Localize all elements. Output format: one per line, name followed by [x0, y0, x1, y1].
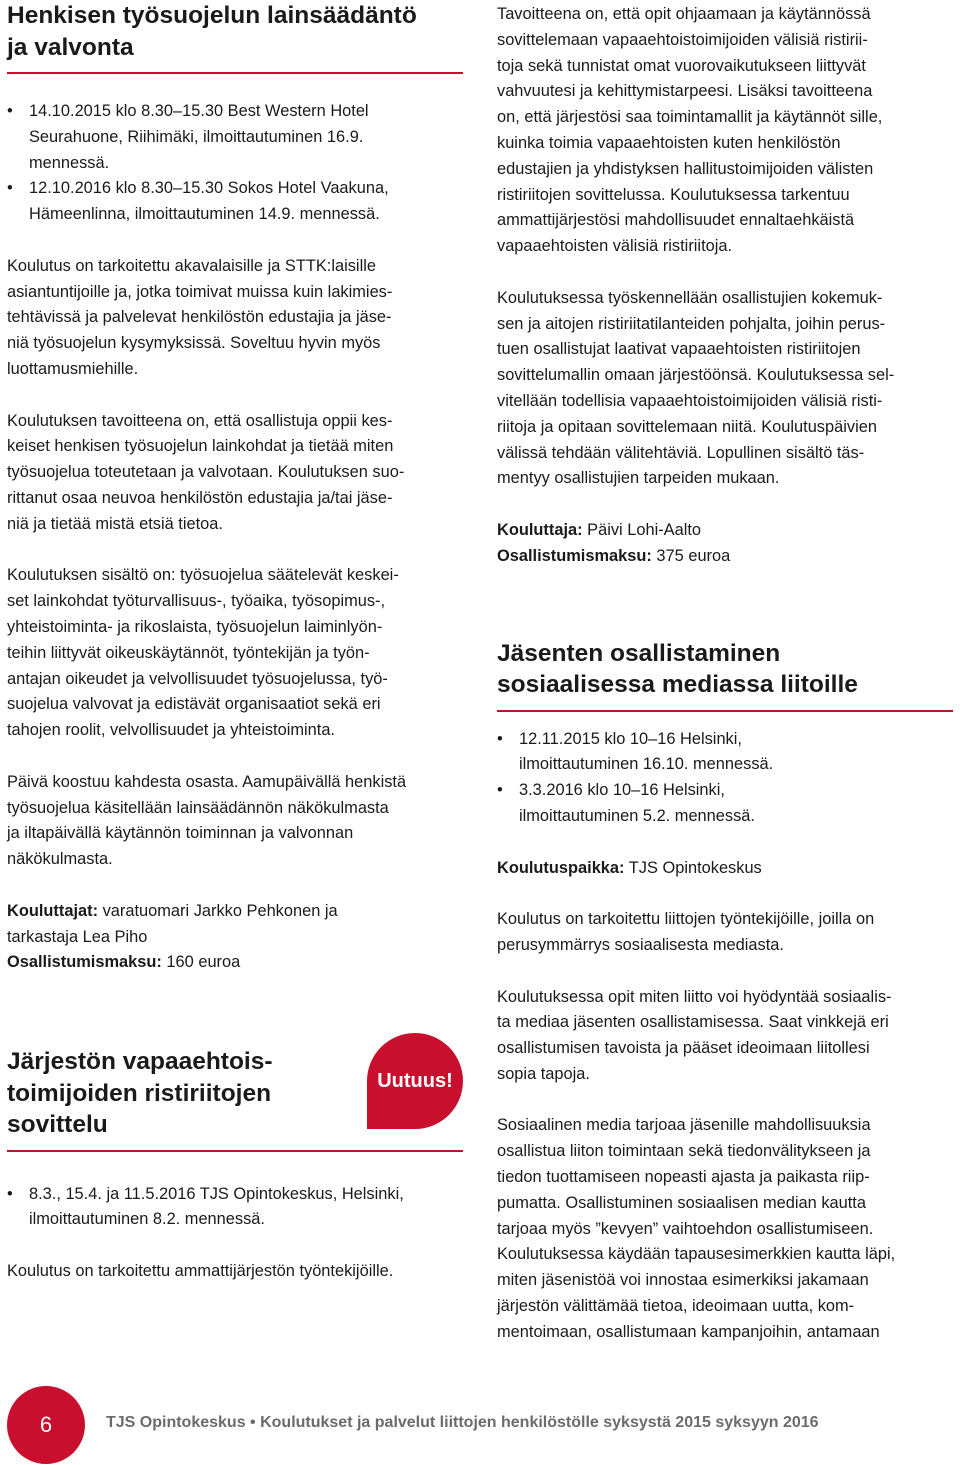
- list-item: • 14.10.2015 klo 8.30–15.30 Best Western Hotel Seurahuone, Riihimäki, ilmoittautuminen 16.9. mennessä.: [7, 99, 462, 176]
- body-paragraph: Koulutuksen sisältö on: työsuojelua säätelevät keskei- set lainkohdat työturvallisuus-, työaika, työsopimus-, yhteistoiminta- ja rikoslaista, työsuojelun laiminlyön- teihin liittyvät oikeuskäytännöt, työntekijän ja työn- antajan oikeudet ja velvollisuudet työsuojelussa, työ- suojelua valvovat ja edistävät organisaatiot sekä eri tahojen roolit, velvollisuudet ja yhteistoiminta.: [7, 566, 399, 740]
- list-item: • 12.11.2015 klo 10–16 Helsinki, ilmoittautuminen 16.10. mennessä.: [497, 727, 953, 779]
- body-paragraph: Koulutuksen tavoitteena on, että osallistuja oppii kes- keiset henkisen työsuojelun lainkohdat ja tietää miten työsuojelua toteutetaan ja valvotaan. Koulutuksen suo- rittanut osaa neuvoa henkilöstön edustajia ja/tai jäse- niä ja tietää mistä etsiä tietoa.: [7, 411, 405, 533]
- body-paragraph: Koulutuksessa opit miten liitto voi hyödyntää sosiaalis- ta mediaa jäsenten osallistamisessa. Saat vinkkejä eri osallistumisen tavoista ja pääset ideoimaan liitollesi sopia tapoja.: [497, 987, 892, 1083]
- trainers-info: Kouluttajat: varatuomari Jarkko Pehkonen ja tarkastaja Lea Piho Osallistumismaksu: 160 euroa: [7, 901, 338, 972]
- body-paragraph: Päivä koostuu kahdesta osasta. Aamupäivällä henkistä työsuojelua käsitellään lainsäädännön näkökulmasta ja iltapäivällä käytännön toiminnan ja valvonnan näkökulmasta.: [7, 772, 407, 869]
- body-paragraph: Koulutuksessa työskennellään osallistujien kokemuk- sen ja aitojen ristiriitatilanteiden pohjalta, joihin perus- tuen osallistujat laativat vapaaehtoisten ristiriitojen sovittelumallin omaan järjestöönsä. Koulutuksessa sel- vitellään todellisia vapaaehtoistoimijoiden välisiä risti- riitoja ja opitaan sovittelemaan niitä. Koulutuspäivien välissä tehdään välitehtäviä. Lopullinen sisältö täs- mentyy osallistujien tarpeiden mukaan.: [497, 288, 895, 488]
- trainer-info: Kouluttaja: Päivi Lohi-Aalto Osallistumismaksu: 375 euroa: [497, 520, 731, 565]
- list-item: • 8.3., 15.4. ja 11.5.2016 TJS Opintokeskus, Helsinki, ilmoittautuminen 8.2. mennessä.: [7, 1182, 462, 1234]
- date-list: [497, 727, 953, 830]
- page-number: 6: [7, 1386, 85, 1464]
- new-badge: Uutuus!: [367, 1033, 463, 1129]
- date-list: [7, 1182, 462, 1234]
- body-paragraph: Sosiaalinen media tarjoaa jäsenille mahdollisuuksia osallistua liiton toimintaan sekä tiedonvälitykseen ja tiedon tuottamiseen nopeasti ajasta ja paikasta riip- pumatta. Osallistuminen sosiaalisen median kautta tarjoaa myös ”kevyen” vaihtoehdon osallistumiseen. Koulutuksessa käydään tapausesimerkkien kautta läpi, miten jäsenistöä voi innostaa esimerkiksi jakamaan järjestön välittämää tietoa, ideoimaan uutta, kom- mentoimaan, osallistumaan kampanjoihin, antamaan: [497, 1116, 896, 1341]
- list-item: • 12.10.2016 klo 8.30–15.30 Sokos Hotel Vaakuna, Hämeenlinna, ilmoittautuminen 14.9. mennessä.: [7, 176, 462, 228]
- body-paragraph: Koulutus on tarkoitettu akavalaisille ja STTK:laisille asiantuntijoille ja, jotka toimivat muissa kuin lakimies- tehtävissä ja palvelevat henkilöstön edustajia ja jäse- niä työsuojelun kysymyksissä. Soveltuu hyvin myös luottamusmiehille.: [7, 256, 393, 378]
- body-paragraph: Koulutus on tarkoitettu liittojen työntekijöille, joilla on perusymmärrys sosiaalisesta mediasta.: [497, 910, 875, 954]
- target-group: Koulutus on tarkoitettu ammattijärjestön työntekijöille.: [7, 1261, 394, 1280]
- right-column: [497, 0, 953, 1346]
- date-list: [7, 99, 462, 228]
- list-item: • 3.3.2016 klo 10–16 Helsinki, ilmoittautuminen 5.2. mennessä.: [497, 778, 953, 830]
- body-paragraph: Tavoitteena on, että opit ohjaamaan ja käytännössä sovittelemaan vapaaehtoistoimijoiden välisiä ristirii- toja sekä tunnistat omat vuorovaikutukseen liittyvät vahvuutesi ja kehittymistarpeesi. Lisäksi tavoitteena on, että järjestösi saa toimintamallit ja käytännöt sille, kuinka toimia vapaaehtoisten kuten henkilöstön edustajien ja yhdistyksen hallitustoimijoiden välisten ristiriitojen sovittelussa. Koulutuksessa tarkentuu ammattijärjestösi mahdollisuudet ennaltaehkäistä vapaaehtoisten välisiä ristiriitoja.: [497, 5, 883, 256]
- venue-info: Koulutuspaikka: TJS Opintokeskus: [497, 858, 762, 877]
- section-title-vapaaehtoistoimijat: Järjestön vapaaehtois- toimijoiden ristiriitojen sovittelu: [7, 1048, 273, 1139]
- footer-text: TJS Opintokeskus • Koulutukset ja palvelut liittojen henkilöstölle syksystä 2015 syksyyn 2016: [106, 1414, 819, 1431]
- section-title-henkinen-tyosuojelu: Henkisen työsuojelun lainsäädäntö ja valvonta: [7, 2, 417, 61]
- section-title-sosiaalinen-media: Jäsenten osallistaminen sosiaalisessa mediassa liitoille: [497, 639, 858, 699]
